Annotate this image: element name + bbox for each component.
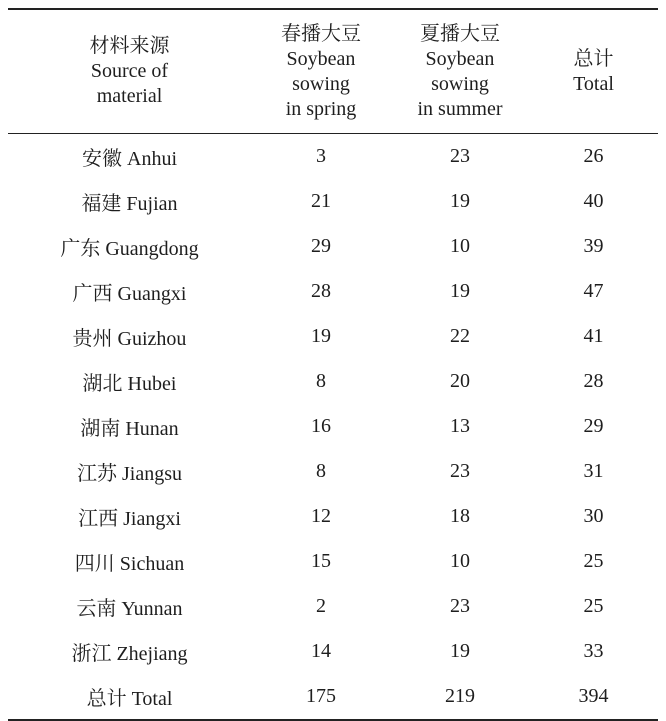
cell-source: 总计 Total xyxy=(86,688,173,710)
table-row xyxy=(8,179,658,224)
table-header xyxy=(8,9,658,134)
cell-spring: 15 xyxy=(311,550,331,572)
cell-spring: 8 xyxy=(316,460,326,482)
cell-summer: 19 xyxy=(450,190,470,212)
cell-source: 江西 Jiangxi xyxy=(78,508,181,530)
header-source-en-1: Source of xyxy=(90,60,169,82)
cell-total: 26 xyxy=(583,145,604,167)
cell-total: 394 xyxy=(578,685,609,707)
cell-source: 广西 Guangxi xyxy=(72,283,187,305)
header-summer-en-2: sowing xyxy=(431,72,489,95)
header-source xyxy=(8,9,251,134)
cell-source: 安徽 Anhui xyxy=(82,148,177,170)
table-body xyxy=(8,134,658,721)
table-row xyxy=(8,494,658,539)
header-spring-en-1: Soybean xyxy=(286,47,356,70)
cell-total: 33 xyxy=(583,640,604,662)
table-row xyxy=(8,314,658,359)
cell-spring: 3 xyxy=(316,145,326,167)
header-spring-en-2: sowing xyxy=(292,72,350,95)
cell-total: 41 xyxy=(583,325,604,347)
header-total xyxy=(529,9,658,134)
cell-source: 福建 Fujian xyxy=(81,193,178,215)
cell-source: 江苏 Jiangsu xyxy=(77,463,182,485)
header-summer-en-3: in summer xyxy=(417,97,503,120)
header-total-en: Total xyxy=(573,72,614,95)
cell-total: 47 xyxy=(583,280,604,302)
cell-source: 云南 Yunnan xyxy=(76,598,183,620)
cell-summer: 18 xyxy=(450,505,470,527)
cell-total: 30 xyxy=(583,505,604,527)
cell-source: 湖南 Hunan xyxy=(80,418,179,440)
cell-source: 浙江 Zhejiang xyxy=(71,643,188,665)
table-row xyxy=(8,629,658,674)
cell-summer: 13 xyxy=(450,415,470,437)
cell-summer: 23 xyxy=(450,460,470,482)
cell-spring: 21 xyxy=(311,190,331,212)
cell-summer: 10 xyxy=(450,235,470,257)
header-source-zh: 材料来源 xyxy=(89,35,170,57)
cell-source: 广东 Guangdong xyxy=(60,238,199,260)
header-spring xyxy=(251,9,391,134)
cell-total: 25 xyxy=(583,550,604,572)
table-row xyxy=(8,269,658,314)
header-spring-zh: 春播大豆 xyxy=(281,22,361,45)
cell-spring: 28 xyxy=(311,280,331,302)
header-source-en-2: material xyxy=(96,85,163,107)
header-summer-en-1: Soybean xyxy=(425,47,495,70)
header-total-zh: 总计 xyxy=(573,47,614,70)
cell-summer: 23 xyxy=(450,595,470,617)
cell-spring: 16 xyxy=(311,415,331,437)
table-row xyxy=(8,224,658,269)
table-row xyxy=(8,404,658,449)
soybean-source-table xyxy=(8,8,658,721)
header-summer-zh: 夏播大豆 xyxy=(420,22,500,45)
cell-spring: 29 xyxy=(311,235,331,257)
cell-total: 39 xyxy=(583,235,604,257)
cell-total: 25 xyxy=(583,595,604,617)
cell-total: 29 xyxy=(583,415,604,437)
header-row xyxy=(8,9,658,134)
cell-summer: 19 xyxy=(450,640,470,662)
cell-summer: 19 xyxy=(450,280,470,302)
cell-summer: 23 xyxy=(450,145,470,167)
table-row xyxy=(8,359,658,404)
cell-summer: 10 xyxy=(450,550,470,572)
cell-spring: 19 xyxy=(311,325,331,347)
cell-summer: 219 xyxy=(445,685,475,707)
cell-total: 31 xyxy=(583,460,604,482)
cell-total: 28 xyxy=(583,370,604,392)
table-row xyxy=(8,584,658,629)
cell-summer: 22 xyxy=(450,325,470,347)
cell-source: 四川 Sichuan xyxy=(74,553,185,575)
cell-total: 40 xyxy=(583,190,604,212)
table-row xyxy=(8,539,658,584)
cell-source: 湖北 Hubei xyxy=(82,373,177,395)
table-total-row xyxy=(8,674,658,720)
cell-spring: 175 xyxy=(306,685,336,707)
table-row xyxy=(8,449,658,494)
cell-summer: 20 xyxy=(450,370,470,392)
header-summer xyxy=(391,9,529,134)
cell-spring: 2 xyxy=(316,595,326,617)
header-spring-en-3: in spring xyxy=(285,97,357,120)
cell-source: 贵州 Guizhou xyxy=(72,328,187,350)
table-row xyxy=(8,134,658,180)
cell-spring: 12 xyxy=(311,505,331,527)
cell-spring: 8 xyxy=(316,370,326,392)
cell-spring: 14 xyxy=(311,640,331,662)
